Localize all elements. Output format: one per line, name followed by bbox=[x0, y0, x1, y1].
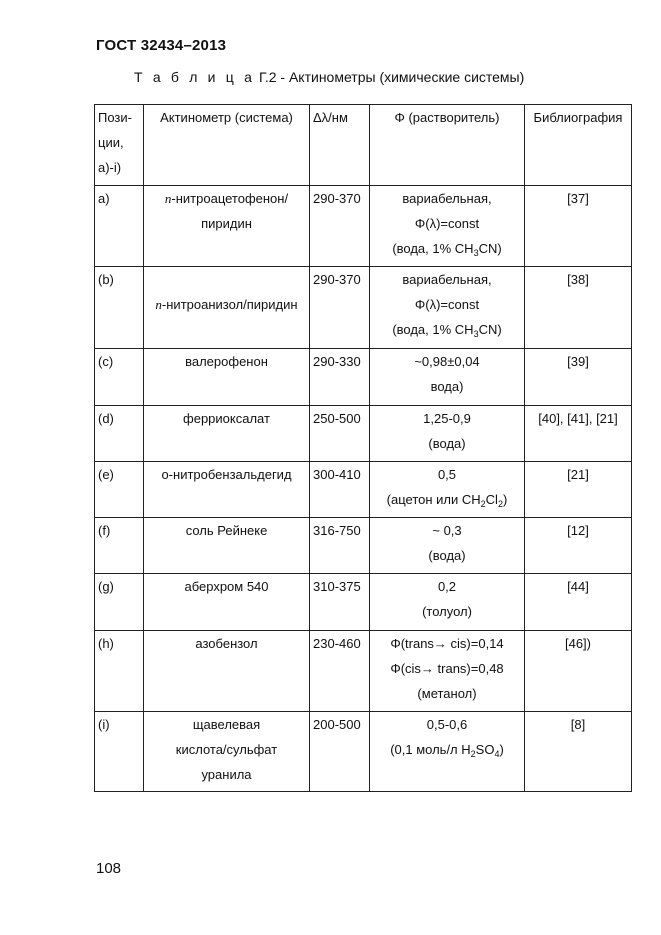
subscript: 2 bbox=[497, 499, 503, 509]
cell-bibliography: [37] bbox=[525, 186, 632, 267]
actinometer-line: пиридин bbox=[201, 216, 252, 231]
cell-range: 290-370 bbox=[310, 186, 370, 267]
cell-position: (e) bbox=[95, 462, 144, 518]
cell-actinometer bbox=[144, 186, 310, 267]
actinometer-line: о-нитробензальдегид bbox=[161, 467, 292, 482]
cell-quantum-yield bbox=[370, 631, 525, 712]
cell-position: (c) bbox=[95, 349, 144, 406]
document-standard-header: ГОСТ 32434–2013 bbox=[96, 37, 227, 54]
cell-bibliography: [12] bbox=[525, 518, 632, 574]
actinometer-line: ферриоксалат bbox=[183, 411, 270, 426]
cell-quantum-yield bbox=[370, 186, 525, 267]
table-row bbox=[95, 406, 632, 462]
subscript: 3 bbox=[473, 248, 479, 258]
cell-actinometer bbox=[144, 631, 310, 712]
actinometer-line bbox=[147, 292, 306, 317]
cell-quantum-yield bbox=[370, 406, 525, 462]
cell-quantum-yield bbox=[370, 574, 525, 631]
solvent-text: ) bbox=[499, 742, 504, 757]
actinometer-line: уранила bbox=[201, 767, 252, 782]
actinometer-line: соль Рейнеке bbox=[185, 523, 268, 538]
header-range bbox=[310, 105, 370, 186]
cell-range: 250-500 bbox=[310, 406, 370, 462]
phi-line: Φ(λ)=const bbox=[414, 216, 480, 231]
cell-range: 300-410 bbox=[310, 462, 370, 518]
cell-bibliography: [40], [41], [21] bbox=[525, 406, 632, 462]
cell-range: 290-370 bbox=[310, 267, 370, 349]
cell-quantum-yield bbox=[370, 518, 525, 574]
phi-line: ~0,98±0,04 bbox=[414, 354, 480, 369]
phi-line: (метанол) bbox=[417, 686, 477, 701]
cell-bibliography: [38] bbox=[525, 267, 632, 349]
phi-line: (вода) bbox=[428, 548, 466, 563]
solvent-text: (вода, 1% CH bbox=[392, 241, 474, 256]
actinometers-table bbox=[94, 104, 632, 792]
phi-line: вода) bbox=[430, 379, 464, 394]
subscript: 4 bbox=[494, 749, 500, 759]
solvent-text: SO bbox=[475, 742, 495, 757]
phi-line: 0,5-0,6 bbox=[426, 717, 468, 732]
solvent-text: (ацетон или CH bbox=[386, 492, 481, 507]
table-row bbox=[95, 267, 632, 349]
table-row bbox=[95, 631, 632, 712]
cell-actinometer bbox=[144, 574, 310, 631]
cell-position: (g) bbox=[95, 574, 144, 631]
header-quantum-yield bbox=[370, 105, 525, 186]
header-position-line: а)-i) bbox=[98, 160, 122, 175]
solvent-text: (0,1 моль/л H bbox=[390, 742, 471, 757]
table-caption bbox=[134, 69, 524, 85]
phi-line: Φ(cis→ trans)=0,48 bbox=[390, 661, 504, 676]
actinometer-line: аберхром 540 bbox=[184, 579, 269, 594]
solvent-line bbox=[373, 487, 521, 512]
solvent-text: (вода, 1% CH bbox=[392, 322, 474, 337]
header-actinometer-label: Актинометр (система) bbox=[160, 110, 293, 125]
phi-line: 0,2 bbox=[437, 579, 457, 594]
actinometer-text: -нитроанизол/пиридин bbox=[161, 297, 298, 312]
phi-line: (толуол) bbox=[422, 604, 472, 619]
solvent-text: CN) bbox=[478, 322, 502, 337]
cell-bibliography: [8] bbox=[525, 712, 632, 792]
cell-position: (h) bbox=[95, 631, 144, 712]
header-position bbox=[95, 105, 144, 186]
cell-range: 316-750 bbox=[310, 518, 370, 574]
cell-quantum-yield bbox=[370, 349, 525, 406]
cell-range: 310-375 bbox=[310, 574, 370, 631]
cell-bibliography: [44] bbox=[525, 574, 632, 631]
page-number: 108 bbox=[96, 860, 122, 877]
actinometer-line: азобензол bbox=[195, 636, 258, 651]
header-range-label: Δλ/нм bbox=[313, 110, 348, 125]
cell-actinometer bbox=[144, 518, 310, 574]
actinometer-line bbox=[147, 267, 306, 292]
subscript: 3 bbox=[473, 329, 479, 339]
italic-prefix: n bbox=[164, 191, 172, 206]
cell-position: (f) bbox=[95, 518, 144, 574]
table-header-row bbox=[95, 105, 632, 186]
cell-quantum-yield bbox=[370, 712, 525, 792]
cell-actinometer bbox=[144, 462, 310, 518]
actinometer-text: -нитроацетофенон/ bbox=[171, 191, 289, 206]
cell-position: (d) bbox=[95, 406, 144, 462]
subscript: 2 bbox=[480, 499, 486, 509]
cell-actinometer bbox=[144, 267, 310, 349]
phi-line: вариабельная, bbox=[402, 272, 492, 287]
phi-line: 1,25-0,9 bbox=[423, 411, 471, 426]
phi-line: ~ 0,3 bbox=[432, 523, 462, 538]
table-row bbox=[95, 574, 632, 631]
cell-actinometer bbox=[144, 349, 310, 406]
table-row bbox=[95, 712, 632, 792]
cell-quantum-yield bbox=[370, 462, 525, 518]
table-row bbox=[95, 462, 632, 518]
cell-bibliography: [46]) bbox=[525, 631, 632, 712]
italic-prefix: n bbox=[155, 297, 162, 312]
cell-actinometer bbox=[144, 712, 310, 792]
table-row bbox=[95, 186, 632, 267]
solvent-text: Cl bbox=[485, 492, 498, 507]
actinometer-line: валерофенон bbox=[185, 354, 268, 369]
header-bibliography-label: Библиография bbox=[533, 110, 623, 125]
solvent-line bbox=[373, 317, 521, 342]
phi-line: (вода) bbox=[428, 436, 466, 451]
cell-range: 290-330 bbox=[310, 349, 370, 406]
phi-line: Φ(λ)=const bbox=[414, 297, 480, 312]
cell-range: 200-500 bbox=[310, 712, 370, 792]
table-row bbox=[95, 518, 632, 574]
header-bibliography bbox=[525, 105, 632, 186]
table-caption-label: Т а б л и ц а bbox=[134, 69, 256, 85]
cell-position: (b) bbox=[95, 267, 144, 349]
phi-line: 0,5 bbox=[437, 467, 457, 482]
actinometer-line: кислота/сульфат bbox=[175, 742, 278, 757]
cell-actinometer bbox=[144, 406, 310, 462]
table-row bbox=[95, 349, 632, 406]
header-position-line: Пози- bbox=[98, 110, 132, 125]
subscript: 2 bbox=[470, 749, 476, 759]
cell-bibliography: [21] bbox=[525, 462, 632, 518]
header-position-line: ции, bbox=[98, 135, 124, 150]
solvent-line bbox=[373, 737, 521, 762]
actinometer-line bbox=[147, 186, 306, 211]
cell-position: (i) bbox=[95, 712, 144, 792]
cell-range: 230-460 bbox=[310, 631, 370, 712]
cell-position: a) bbox=[95, 186, 144, 267]
solvent-text: CN) bbox=[478, 241, 502, 256]
actinometer-line: щавелевая bbox=[192, 717, 261, 732]
table-caption-text: Г.2 - Актинометры (химические системы) bbox=[255, 69, 525, 85]
header-actinometer bbox=[144, 105, 310, 186]
phi-line: вариабельная, bbox=[402, 191, 492, 206]
cell-quantum-yield bbox=[370, 267, 525, 349]
solvent-line bbox=[373, 236, 521, 261]
solvent-text: ) bbox=[502, 492, 508, 507]
cell-bibliography: [39] bbox=[525, 349, 632, 406]
phi-line: Φ(trans→ cis)=0,14 bbox=[390, 636, 504, 651]
header-quantum-yield-label: Φ (растворитель) bbox=[394, 110, 500, 125]
